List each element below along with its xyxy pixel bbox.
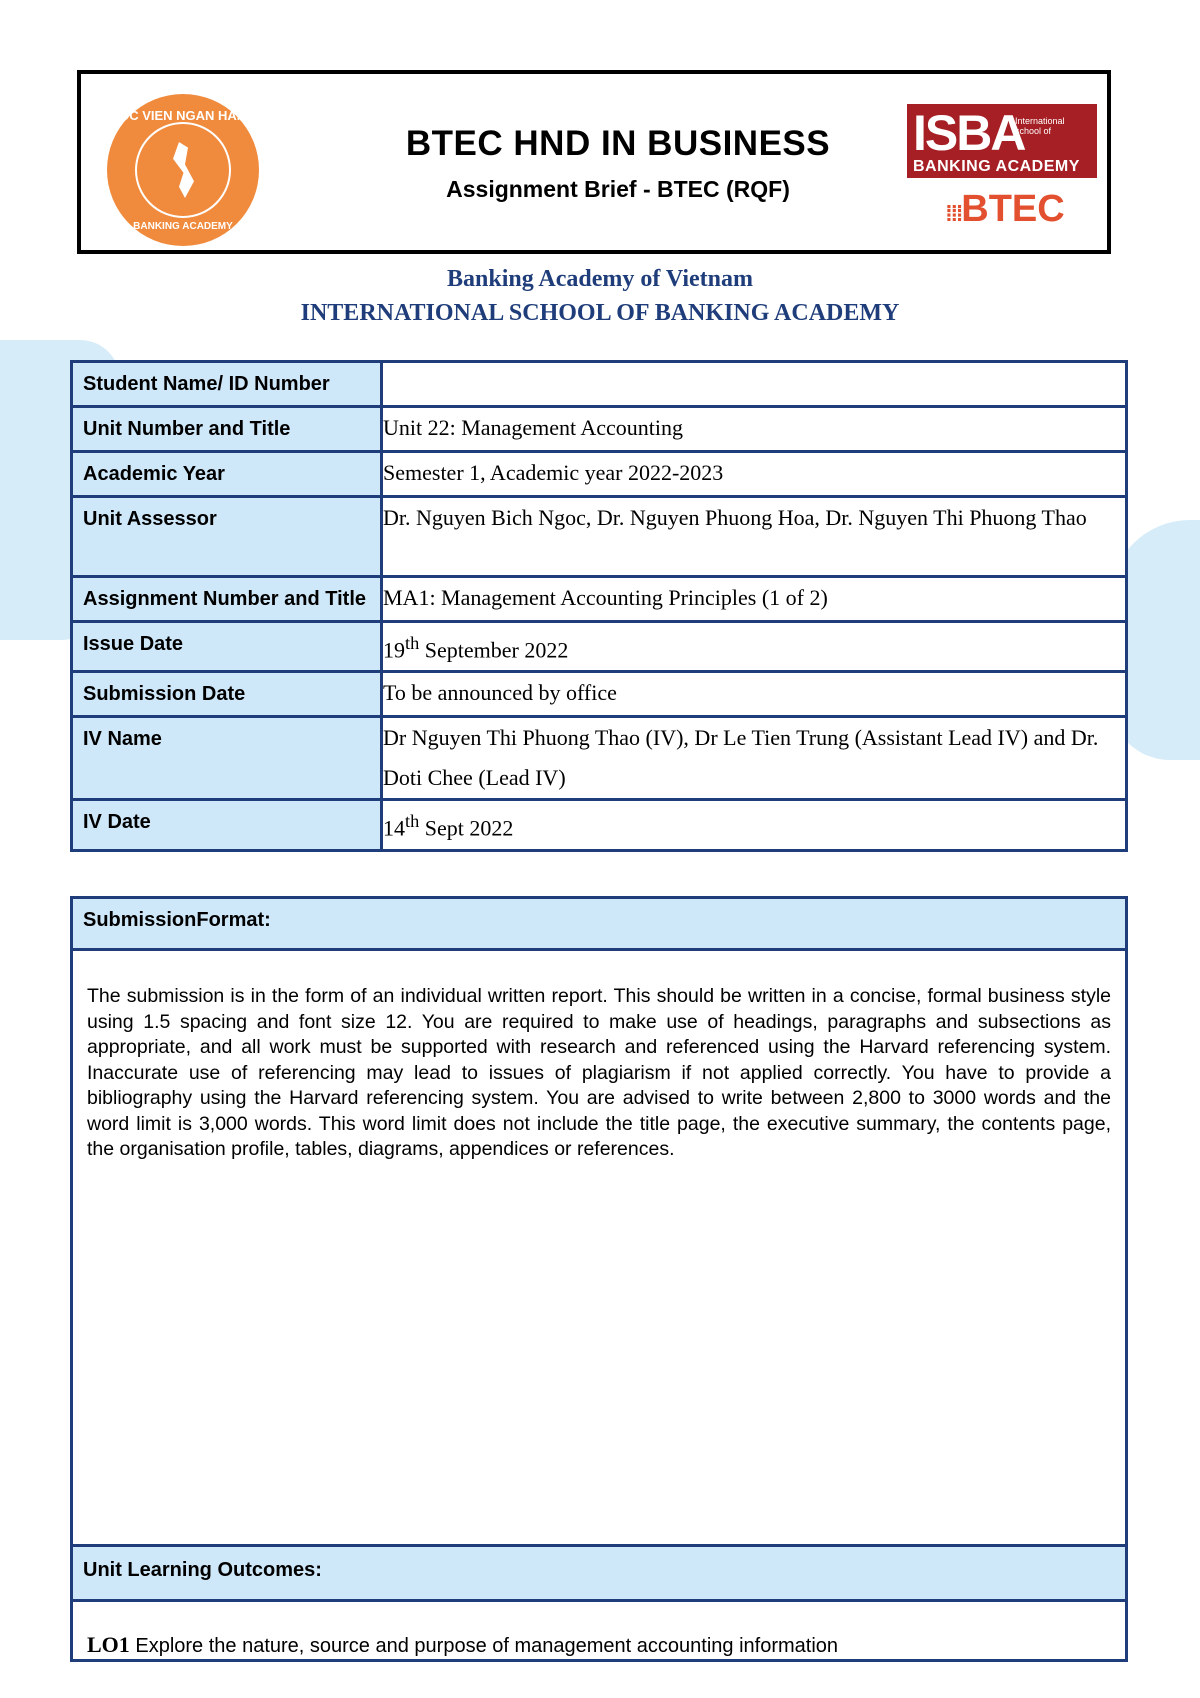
table-row	[72, 672, 1127, 717]
learning-outcome-item	[72, 1601, 1127, 1661]
date-rest: September 2022	[419, 637, 569, 663]
school-name: INTERNATIONAL SCHOOL OF BANKING ACADEMY	[300, 300, 900, 326]
row-value	[382, 622, 1127, 672]
row-label: IV Date	[72, 800, 382, 850]
btec-logo-text: BTEC	[961, 188, 1065, 230]
isba-logo-tagline: International school of	[1015, 116, 1065, 136]
date-rest: Sept 2022	[419, 815, 514, 841]
table-row	[72, 362, 1127, 407]
row-label: Unit Number and Title	[72, 407, 382, 452]
institution-name: Banking Academy of Vietnam	[446, 266, 754, 292]
row-value: To be announced by office	[382, 672, 1127, 717]
submission-format-heading: SubmissionFormat:	[72, 898, 1127, 950]
table-row	[72, 407, 1127, 452]
assignment-info-table	[70, 360, 1128, 852]
submission-format-table	[70, 896, 1128, 1662]
document-subtitle: Assignment Brief - BTEC (RQF)	[446, 176, 790, 202]
header-banner	[77, 70, 1111, 254]
date-suffix: th	[405, 811, 420, 832]
table-row	[72, 452, 1127, 497]
banking-academy-logo	[107, 94, 259, 246]
table-row	[72, 577, 1127, 622]
logo-text-top: HOC VIEN NGAN HANG	[109, 108, 257, 123]
row-label: Unit Assessor	[72, 497, 382, 577]
btec-logo: ⁞⁞⁞BTEC	[945, 188, 1065, 230]
row-label: Academic Year	[72, 452, 382, 497]
learning-outcomes-heading: Unit Learning Outcomes:	[72, 1546, 1127, 1601]
document-title: BTEC HND IN BUSINESS	[405, 124, 831, 163]
row-value	[382, 800, 1127, 850]
student-name-field[interactable]	[382, 362, 1127, 407]
row-value: Semester 1, Academic year 2022-2023	[382, 452, 1127, 497]
isba-logo	[907, 104, 1097, 178]
row-label: IV Name	[72, 717, 382, 800]
isba-logo-subtext: BANKING ACADEMY	[913, 158, 1080, 175]
table-row	[72, 717, 1127, 800]
learning-outcome-text: Explore the nature, source and purpose of management accounting information	[129, 1635, 839, 1657]
row-value: Unit 22: Management Accounting	[382, 407, 1127, 452]
row-label: Issue Date	[72, 622, 382, 672]
submission-format-text: The submission is in the form of an individual written report. This should be written in a concise, formal business style using 1.5 spacing and font size 12. You are required to make use of headings, paragraphs and subsections as appropriate, and all work must be supported with research and referenced using the Harvard referencing system. Inaccurate use of referencing may lead to issues of plagiarism if not applied correctly. You have to provide a bibliography using the Harvard referencing system. You are advised to write between 2,800 to 3000 words and the word limit is 3,000 words. This word limit does not include the title page, the executive summary, the contents page, the organisation profile, tables, diagrams, appendices or references.	[72, 950, 1127, 1546]
logo-text-bottom: BANKING ACADEMY	[133, 221, 233, 232]
date-day: 19	[383, 637, 405, 663]
table-row	[72, 622, 1127, 672]
row-value: Dr. Nguyen Bich Ngoc, Dr. Nguyen Phuong Hoa, Dr. Nguyen Thi Phuong Thao	[382, 497, 1127, 577]
row-label: Submission Date	[72, 672, 382, 717]
learning-outcome-code: LO1	[87, 1632, 130, 1657]
row-label: Assignment Number and Title	[72, 577, 382, 622]
row-label: Student Name/ ID Number	[72, 362, 382, 407]
date-suffix: th	[405, 633, 420, 653]
table-row	[72, 497, 1127, 577]
date-day: 14	[383, 815, 405, 841]
isba-logo-text: ISBA	[913, 105, 1025, 161]
row-value: MA1: Management Accounting Principles (1 of 2)	[382, 577, 1127, 622]
table-row	[72, 800, 1127, 850]
row-value: Dr Nguyen Thi Phuong Thao (IV), Dr Le Tien Trung (Assistant Lead IV) and Dr. Doti Chee (Lead IV)	[382, 717, 1127, 800]
